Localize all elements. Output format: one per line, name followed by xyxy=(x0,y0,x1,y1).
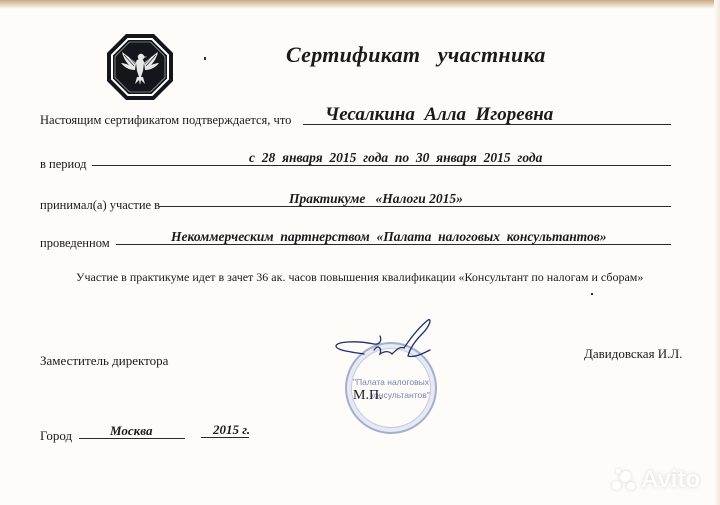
city-value: Москва xyxy=(110,423,153,438)
signatory-position: Заместитель директора xyxy=(40,353,169,368)
avito-watermark xyxy=(612,466,700,494)
period-value: с 28 января 2015 года по 30 января 2015 года xyxy=(249,150,543,165)
event-value: Практикуме «Налоги 2015» xyxy=(289,191,463,206)
participation-label: принимал(а) участие в xyxy=(40,198,161,212)
avito-watermark-text: Avito xyxy=(641,466,701,493)
period-label: в период xyxy=(40,157,87,171)
participant-name: Чесалкина Алла Игоревна xyxy=(325,104,554,125)
city-label: Город xyxy=(40,428,73,443)
paper-right-edge xyxy=(714,0,720,505)
stamp-placeholder-label: М.П. xyxy=(353,388,383,403)
stamp-text-line2: консультантов" xyxy=(370,390,430,400)
handwritten-signature-icon xyxy=(330,312,440,372)
organizer-label: проведенном xyxy=(40,236,110,250)
paper-top-edge xyxy=(0,0,720,9)
avito-logo-icon xyxy=(612,469,638,491)
organizer-value: Некоммерческим партнерством «Палата налоговых консультантов» xyxy=(171,229,607,244)
eagle-emblem-icon xyxy=(106,33,174,101)
qualification-note: Участие в практикуме идет в зачет 36 ак. часов повышения квалификации «Консультант по налогам и сборам» xyxy=(76,270,644,284)
stamp-text-line1: "Палата налоговых xyxy=(353,377,429,387)
ink-speck xyxy=(204,57,206,60)
confirm-label: Настоящим сертификатом подтверждается, что xyxy=(40,113,292,127)
signatory-name: Давидовская И.Л. xyxy=(584,346,683,361)
ink-speck xyxy=(591,293,593,295)
certificate-title: Сертификат участника xyxy=(286,42,546,67)
year-value: 2015 г. xyxy=(213,422,251,437)
